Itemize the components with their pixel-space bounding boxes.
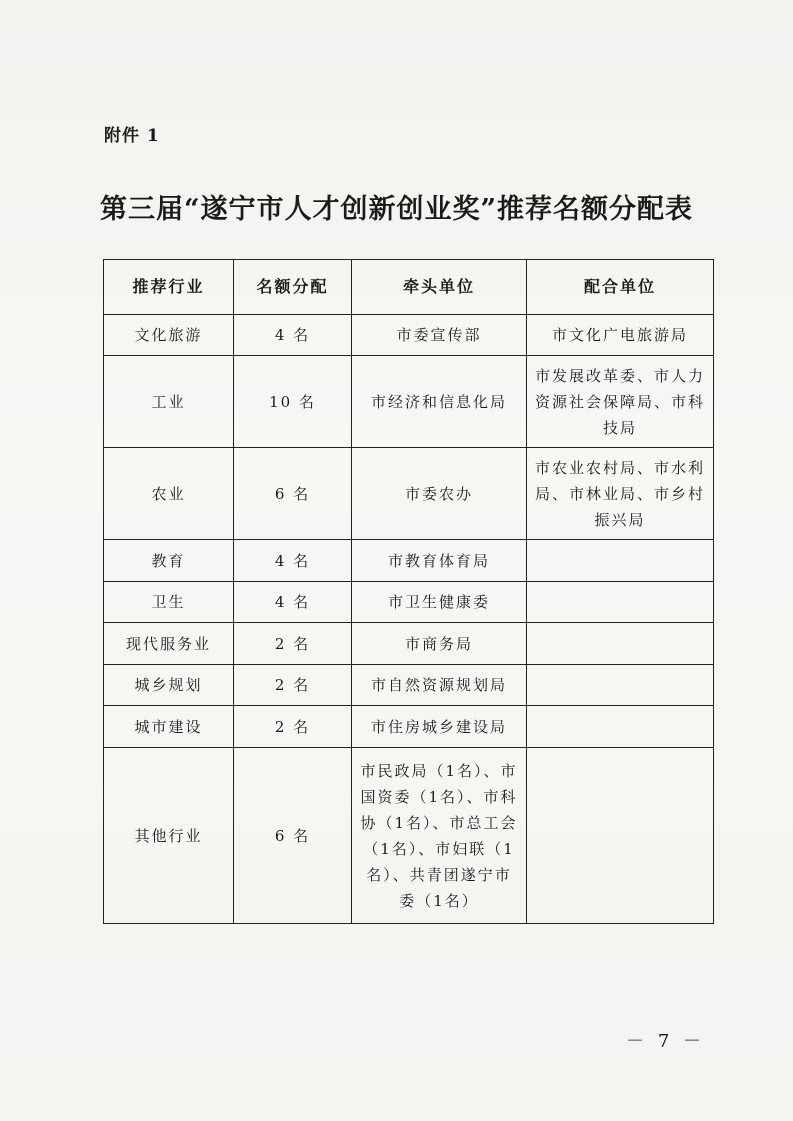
cell-quota: 10 名	[234, 356, 352, 448]
cell-industry: 城乡规划	[104, 665, 234, 706]
table-row	[104, 356, 714, 448]
cell-industry: 工业	[104, 356, 234, 448]
cell-industry: 教育	[104, 540, 234, 582]
cell-lead-unit: 市住房城乡建设局	[352, 706, 527, 748]
cell-industry: 其他行业	[104, 748, 234, 924]
table-row	[104, 448, 714, 540]
cell-lead-unit: 市民政局（1名）、市国资委（1名）、市科协（1名）、市总工会（1名）、市妇联（1名）、共青团遂宁市委（1名）	[352, 748, 527, 924]
cell-assist-unit	[527, 748, 714, 924]
table-row	[104, 748, 714, 924]
cell-quota: 2 名	[234, 623, 352, 665]
cell-lead-unit: 市委宣传部	[352, 315, 527, 356]
cell-lead-unit: 市自然资源规划局	[352, 665, 527, 706]
cell-quota: 6 名	[234, 748, 352, 924]
cell-industry: 文化旅游	[104, 315, 234, 356]
cell-assist-unit	[527, 623, 714, 665]
cell-industry: 现代服务业	[104, 623, 234, 665]
cell-quota: 2 名	[234, 706, 352, 748]
cell-quota: 6 名	[234, 448, 352, 540]
table-row	[104, 665, 714, 706]
cell-lead-unit: 市商务局	[352, 623, 527, 665]
attachment-label: 附件 1	[104, 126, 160, 146]
cell-assist-unit: 市农业农村局、市水利局、市林业局、市乡村振兴局	[527, 448, 714, 540]
cell-quota: 2 名	[234, 665, 352, 706]
table-row	[104, 706, 714, 748]
cell-assist-unit	[527, 665, 714, 706]
document-title: 第三届“遂宁市人才创新创业奖”推荐名额分配表	[99, 194, 694, 225]
cell-quota: 4 名	[234, 582, 352, 623]
cell-quota: 4 名	[234, 540, 352, 582]
cell-quota: 4 名	[234, 315, 352, 356]
cell-industry: 农业	[104, 448, 234, 540]
cell-lead-unit: 市经济和信息化局	[352, 356, 527, 448]
header-lead-unit: 牵头单位	[352, 260, 527, 315]
cell-industry: 城市建设	[104, 706, 234, 748]
cell-lead-unit: 市卫生健康委	[352, 582, 527, 623]
header-industry: 推荐行业	[104, 260, 234, 315]
cell-industry: 卫生	[104, 582, 234, 623]
cell-assist-unit: 市文化广电旅游局	[527, 315, 714, 356]
cell-lead-unit: 市教育体育局	[352, 540, 527, 582]
table-row	[104, 315, 714, 356]
cell-assist-unit	[527, 582, 714, 623]
cell-assist-unit	[527, 706, 714, 748]
table-header-row	[104, 260, 714, 315]
table-row	[104, 582, 714, 623]
cell-lead-unit: 市委农办	[352, 448, 527, 540]
cell-assist-unit	[527, 540, 714, 582]
quota-allocation-table	[103, 259, 714, 924]
table-row	[104, 623, 714, 665]
header-quota: 名额分配	[234, 260, 352, 315]
table-row	[104, 540, 714, 582]
cell-assist-unit: 市发展改革委、市人力资源社会保障局、市科技局	[527, 356, 714, 448]
page-number: － 7 －	[626, 1031, 705, 1052]
header-assist-unit: 配合单位	[527, 260, 714, 315]
